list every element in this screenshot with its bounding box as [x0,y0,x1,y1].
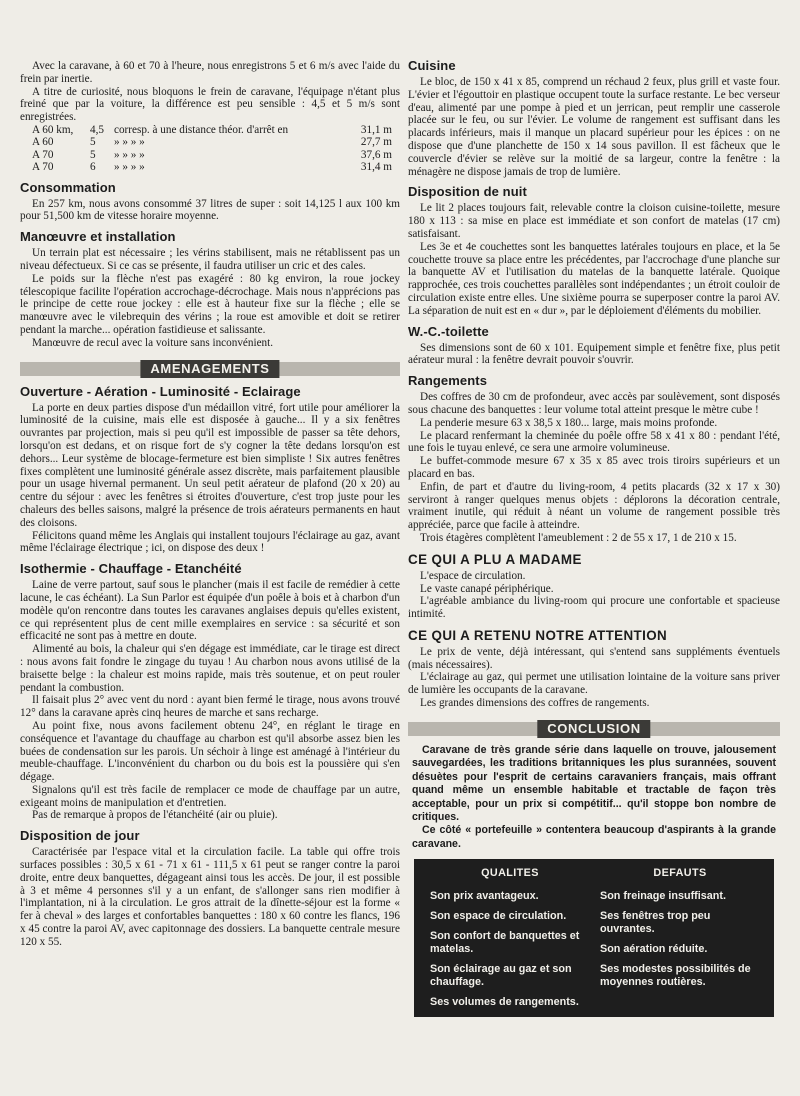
nuit-heading: Disposition de nuit [408,184,527,200]
rangements-para-1: Des coffres de 30 cm de profondeur, avec accès par soulèvement, sont disposés sous chacune des banquettes : leur volume total atteint presque le mètre cube ! [408,391,780,416]
value-cell: 4,5 [90,123,104,136]
distance-cell: 27,7 m [360,136,392,149]
isothermie-para-5: Signalons qu'il est très facile de remplacer ce mode de chauffage par un autre, exigeant moins de manipulation et d'entretien. [20,783,400,809]
wc-text: Ses dimensions sont de 60 x 101. Equipement simple et fenêtre fixe, plus petit aérateur mural : la fenêtre devrait pouvoir s'ouvrir. [408,341,780,367]
manoeuvre-heading: Manœuvre et installation [20,229,176,245]
desc-cell: corresp. à une distance théor. d'arrêt en [114,123,289,136]
defauts-heading: DEFAUTS [653,867,707,880]
amenagements-band [20,360,400,378]
cuisine-text: Le bloc, de 150 x 41 x 85, comprend un réchaud 2 feux, plus grill et vaste four. L'évier et l'égouttoir en plastique occupent toute la surface restante. Le bec verseur d'eau, alimenté par une pompe à pied et un jerrican, peut remplir une casserole placée sur le feu, ou sur l'évier. Le volume de rangement est suffisant dans les placards inférieurs, mais il manque un placard supérieur pour les épices : on ne dispose que d'une planchette de 150 x 14 sous pavillon. Il est fâcheux que le couvercle d'évier se relève sur la moitié de sa largeur, contre la fenêtre : la ménagère ne dispose jamais de trop de lumière. [408,76,780,178]
defaut-item: Son aération réduite. [600,943,708,956]
qualites-defauts-box [414,859,774,1017]
speed-row [32,136,392,148]
madame-item-3: L'agréable ambiance du living-room qui procure une confortable et spacieuse intimité. [408,595,780,621]
speed-row [32,161,392,173]
attention-heading: CE QUI A RETENU NOTRE ATTENTION [408,627,668,643]
distance-cell: 37,6 m [360,148,392,161]
rangements-para-4: Le buffet-commode mesure 67 x 35 x 85 avec trois tiroirs supérieurs et un placard en bas. [408,455,780,480]
isothermie-para-2: Alimenté au bois, la chaleur qui s'en dégage est immédiate, car le tirage est direct : nous avons fait fondre le zingage du tuyau ! Au charbon nous avons utilisé de la braisette belge : la chaleur est moins rapide, mais très soutenue, et on peut rouler pendant la combustion. [20,643,400,694]
speed-cell: A 70 [32,148,54,161]
qualite-item: Ses volumes de rangements. [430,996,579,1009]
jour-heading: Disposition de jour [20,828,140,844]
value-cell: 5 [90,148,96,161]
madame-item-2: Le vaste canapé périphérique. [420,582,554,595]
qualites-column [430,867,590,1016]
qualite-item: Son prix avantageux. [430,890,539,903]
attention-para-3: Les grandes dimensions des coffres de rangements. [420,697,650,710]
attention-para-1: Le prix de vente, déjà intéressant, qui s'entend sans suppléments éventuels (mais nécessaires). [408,645,780,671]
ouverture-heading: Ouverture - Aération - Luminosité - Eclairage [20,383,301,399]
intro-para-2: A titre de curiosité, nous bloquons le frein de caravane, l'équipage n'étant plus freiné que par la voiture, la différence est peu sensible : 4,5 et 5 m/s sont enregistrées. [20,85,400,124]
defaut-item: Ses modestes possibilités de moyennes routières. [600,963,751,989]
rangements-para-3: Le placard renfermant la cheminée du poêle offre 58 x 41 x 80 : pendant l'été, une fois le tuyau enlevé, ce sera une armoire volumineuse. [408,429,780,455]
defauts-column [600,867,760,996]
isothermie-para-3: Il faisait plus 2° avec vent du nord : ayant bien fermé le tirage, nous avons trouvé 12° dans la caravane après cinq heures de marche et sans recharge. [20,694,400,720]
consommation-text: En 257 km, nous avons consommé 37 litres de super : soit 14,125 l aux 100 km pour 51,500 km de vitesse horaire moyenne. [20,197,400,223]
wc-heading: W.-C.-toilette [408,323,489,339]
distance-cell: 31,4 m [360,161,392,174]
madame-heading: CE QUI A PLU A MADAME [408,551,582,567]
speed-row [32,124,392,136]
distance-cell: 31,1 m [360,123,392,136]
consommation-heading: Consommation [20,179,116,195]
nuit-para-1: Le lit 2 places toujours fait, relevable contre la cloison cuisine-toilette, mesure 180 x 113 : sa mise en place est immédiate et son confort de matelas (17 cm) satisfaisant. [408,202,780,240]
conclusion-para-2: Ce côté « portefeuille » contentera beaucoup d'aspirants à la grande caravane. [412,824,776,850]
defaut-item: Son freinage insuffisant. [600,890,726,903]
ouverture-para-1: La porte en deux parties dispose d'un médaillon vitré, fort utile pour améliorer la luminosité de la cuisine, mais elle est disposée à gauche... Il y a six fenêtres ouvrantes par projection, mais si peu qu'il est impossible de passer sa tête dehors, lorsqu'on est dedans, et on risque fort de s'y cogner la tête dedans lorsqu'on est dehors... Leur système de blocage-fermeture est bien simpliste ! Six autres fenêtres fixes complètent une luminosité générale assez discrète, mais parfaitement plausible pour un usage hivernal permanent. Un seul petit aérateur de plafond (20 x 20) au centre du séjour : avec les fenêtres si étroites d'ouverture, c'est trop juste pour les chaleurs des belles saisons, malgré la présence de trois aérateurs permanents en haut des cloisons. [20,401,400,529]
cuisine-heading: Cuisine [408,58,456,73]
right-column [408,58,780,1017]
qualite-item: Son confort de banquettes et matelas. [430,930,580,956]
qualite-item: Son éclairage au gaz et son chauffage. [430,963,572,989]
rangements-heading: Rangements [408,373,488,389]
desc-cell: » » » » [114,136,145,149]
manoeuvre-para-1: Un terrain plat est nécessaire ; les vérins stabilisent, mais ne rétablissent pas un niveau défectueux. Si ce cas se présente, il faudra utiliser un cric et des cales. [20,247,400,272]
speed-table [32,124,392,174]
attention-para-2: L'éclairage au gaz, qui permet une utilisation lointaine de la voiture sans priver de lumière les occupants de la caravane. [408,671,780,697]
madame-item-1: L'espace de circulation. [420,569,526,582]
conclusion-para-1: Caravane de très grande série dans laquelle on trouve, jalousement sauvegardées, les traditions britanniques les plus surannées, souvent désuètes pour l'esprit de certains caravaniers français, mais offrant quand même un ensemble habitable et tractable de façon très acceptable, pour un prix si compétitif... qu'il stoppe bon nombre de critiques. [412,743,776,823]
qualite-item: Son espace de circulation. [430,910,567,923]
conclusion-band [408,720,780,738]
isothermie-heading: Isothermie - Chauffage - Etanchéité [20,561,242,577]
nuit-para-2: Les 3e et 4e couchettes sont les banquettes latérales toujours en place, et la 5e couchette trouve sa place entre les précédentes, par l'accrochage d'une planche sur la banquette AV et l'utilisation du matelas de la banquette latérale. Quoique rapprochée, ces trois couchettes parallèles sont indépendantes ; un étroit couloir de circulation existe entre elles. Une sixième pourra se superposer contre la paroi AV. La séparation de nuit est en « dur », par le déploiement d'éléments du mobilier. [408,240,780,317]
left-column [20,60,400,949]
speed-cell: A 70 [32,161,54,174]
amenagements-label: AMENAGEMENTS [140,360,279,378]
intro-para-1: Avec la caravane, à 60 et 70 à l'heure, nous enregistrons 5 et 6 m/s avec l'aide du frein par inertie. [20,60,400,85]
speed-cell: A 60 km, [32,123,74,136]
ouverture-para-2: Félicitons quand même les Anglais qui installent toujours l'éclairage au gaz, avant même l'éclairage électrique ; ici, on dispose des deux ! [20,529,400,555]
value-cell: 5 [90,136,96,149]
rangements-para-2: La penderie mesure 63 x 38,5 x 180... large, mais moins profonde. [420,416,718,429]
manoeuvre-para-2: Le poids sur la flèche n'est pas exagéré : 80 kg environ, la roue jockey télescopique facilite l'opération accrochage-décrochage. Mais nous n'apprécions pas le principe de cette roue jockey : elle est à hauteur fixe sur la flèche ; elle se manœuvre avec le vilebrequin des vérins ; la roue est amovible et doit se retirer pendant la marche... opération fastidieuse et salissante. [20,272,400,336]
defaut-item: Ses fenêtres trop peu ouvrantes. [600,910,711,936]
rangements-para-6: Trois étagères complètent l'ameublement : 2 de 55 x 17, 1 de 210 x 15. [420,531,737,544]
speed-row [32,149,392,161]
isothermie-para-6: Pas de remarque à propos de l'étanchéité (air ou pluie). [32,809,278,822]
conclusion-text [412,744,776,851]
rangements-para-5: Enfin, de part et d'autre du living-room, 4 petits placards (32 x 17 x 30) serviront à ranger quelques menus objets : déplorons la décoration centrale, vraiment inutile, qui réduit à néant un volume de rangement possible très appréciée, parce que facile à atteindre. [408,480,780,532]
value-cell: 6 [90,161,96,174]
desc-cell: » » » » [114,148,145,161]
isothermie-para-1: Laine de verre partout, sauf sous le plancher (mais il est facile de remédier à cette lacune, le cas échéant). La Sun Parlor est équipée d'un poêle à bois et à charbon d'un modèle qu'on rencontre dans toutes les caravanes anglaises depuis qu'elles existent, ce qui représentent plus de cent mille exemplaires en service : sa sécurité et son efficacité ne sont pas à mettre en doute. [20,579,400,643]
manoeuvre-para-3: Manœuvre de recul avec la voiture sans inconvénient. [32,336,274,349]
qualites-heading: QUALITES [481,867,539,880]
isothermie-para-4: Au point fixe, nous avons facilement obtenu 24°, en réglant le tirage en conséquence et l'avantage du chauffage au charbon est qu'il absorbe assez bien les buées de condensation sur les parois. Un séchoir à linge est aménagé à l'intérieur du meuble-chauffage. L'inconvénient du charbon ou du bois est la poussière qui s'en dégage. [20,719,400,784]
jour-para-1: Caractérisée par l'espace vital et la circulation facile. La table qui offre trois surfaces possibles : 30,5 x 61 - 71 x 61 - 111,5 x 61 peut se ranger contre la paroi droite, entre deux banquettes, dégageant ainsi tous les accès. De jour, il est possible à 3 et même 4 personnes s'il y a un enfant, de s'allonger sans rien modifier à l'implantation, ni à la circulation. Le gros attrait de la dînette-séjour est la forme « fer à cheval » des larges et confortables banquettes : 180 x 60 contre les flancs, 196 x 45 contre la paroi AV, avec capitonnage des dossiers. La banquette centrale mesure 120 x 55. [20,846,400,948]
desc-cell: » » » » [114,161,145,174]
conclusion-label: CONCLUSION [537,720,650,738]
speed-cell: A 60 [32,136,54,149]
